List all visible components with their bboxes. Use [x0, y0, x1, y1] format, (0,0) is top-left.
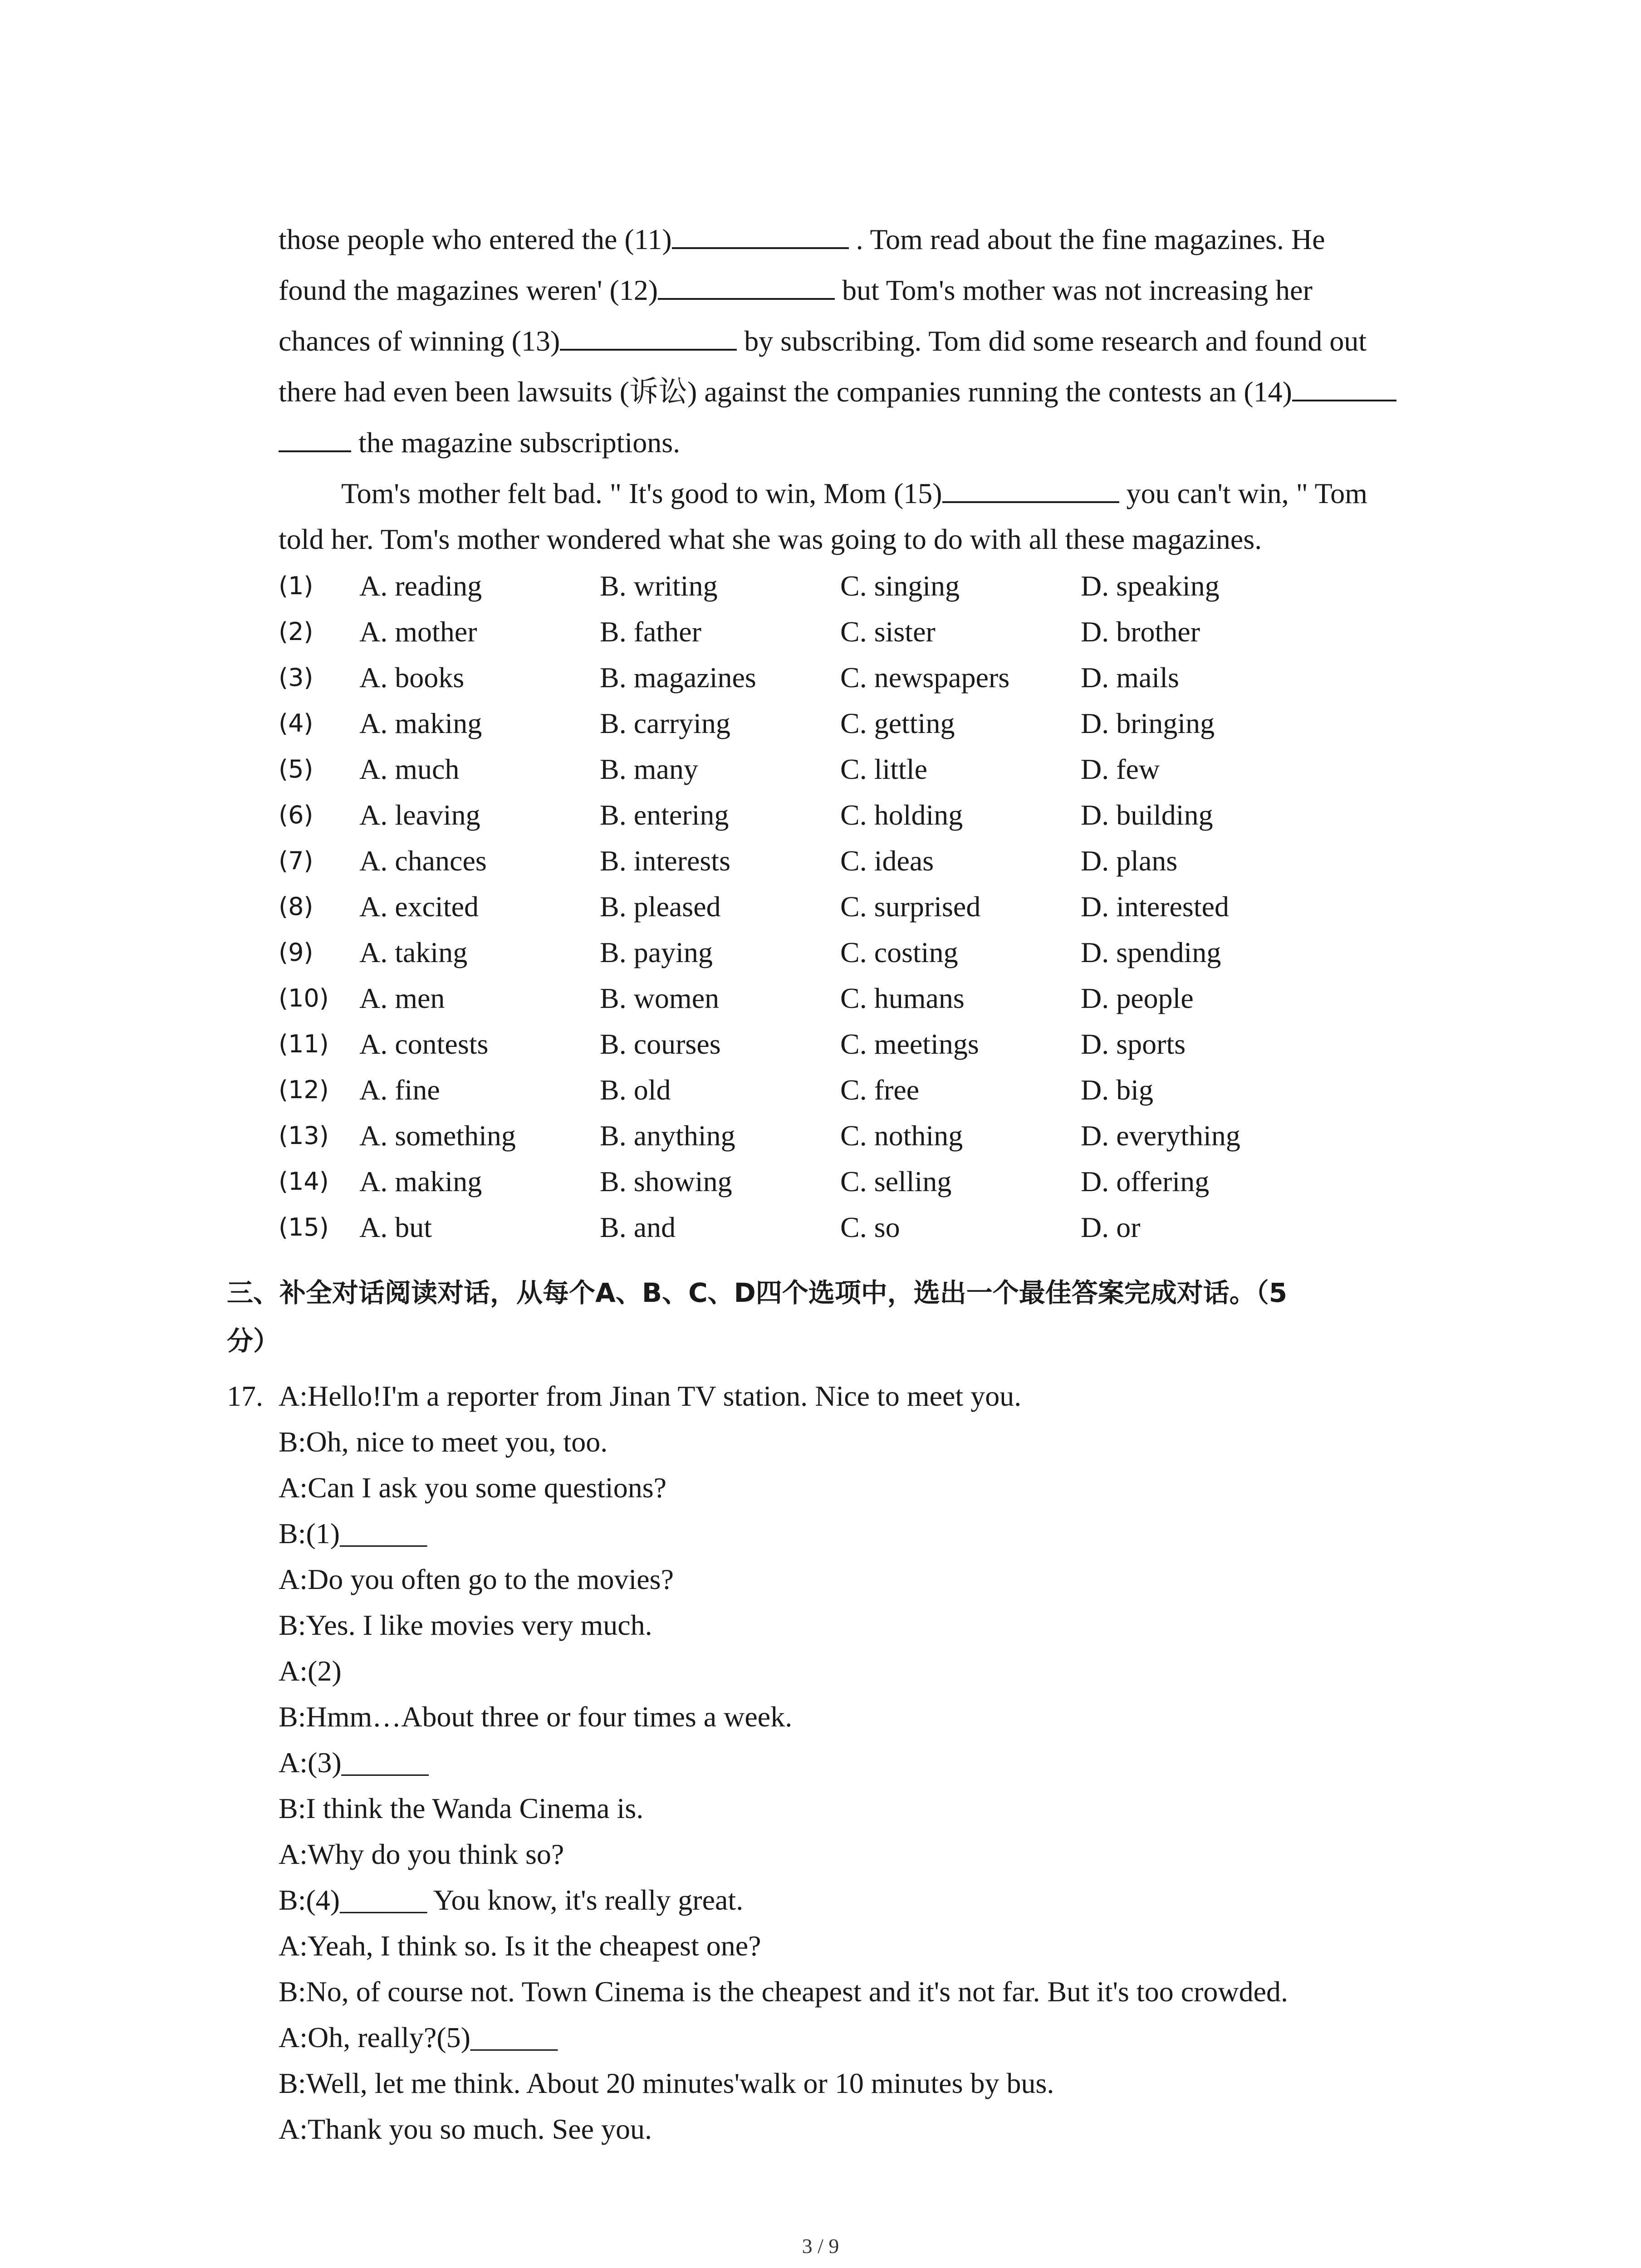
- dialog-line: A:Can I ask you some questions?: [279, 1471, 666, 1504]
- option-d: D. everything: [1081, 1119, 1240, 1152]
- option-b: B. anything: [600, 1119, 735, 1152]
- option-d: D. offering: [1081, 1165, 1210, 1198]
- option-a: A. taking: [359, 936, 468, 968]
- option-d: D. mails: [1081, 661, 1179, 694]
- option-b: B. many: [600, 753, 698, 785]
- section-title-cont: 分）: [227, 1325, 280, 1356]
- option-b: B. carrying: [600, 707, 730, 739]
- passage-line-7: [279, 520, 1262, 558]
- option-c: C. little: [840, 753, 927, 785]
- option-d: D. big: [1081, 1074, 1153, 1106]
- option-a: A. mother: [359, 616, 477, 648]
- option-number: (4): [279, 709, 314, 738]
- dialog-line: B:I think the Wanda Cinema is.: [279, 1792, 644, 1824]
- option-number: (3): [279, 663, 314, 692]
- option-b: B. old: [600, 1074, 671, 1106]
- option-number: (11): [279, 1030, 329, 1058]
- option-d: D. sports: [1081, 1028, 1186, 1060]
- option-c: C. selling: [840, 1165, 952, 1198]
- option-b: B. father: [600, 616, 701, 648]
- passage-text: by subscribing. Tom did some research and found out: [744, 325, 1367, 357]
- option-a: A. but: [359, 1211, 432, 1243]
- option-b: B. entering: [600, 799, 729, 831]
- dialog-line: A:Hello!I'm a reporter from Jinan TV station. Nice to meet you.: [279, 1380, 1022, 1412]
- option-d: D. building: [1081, 799, 1213, 831]
- passage-line-2: [279, 271, 1313, 309]
- option-number: (6): [279, 801, 314, 829]
- passage-line-5: [279, 423, 680, 462]
- option-b: B. paying: [600, 936, 713, 968]
- dialog-line: A:(2): [279, 1655, 342, 1687]
- dialog-line: B:(4)______ You know, it's really great.: [279, 1884, 744, 1916]
- option-c: C. singing: [840, 570, 960, 602]
- answer-blank-12: [658, 271, 835, 300]
- option-number: (14): [279, 1167, 329, 1196]
- dialog-line: B:No, of course not. Town Cinema is the cheapest and it's not far. But it's too crowded.: [279, 1975, 1288, 2008]
- option-b: B. pleased: [600, 890, 721, 923]
- dialog-line: A:Oh, really?(5)______: [279, 2021, 558, 2053]
- option-number: (2): [279, 617, 314, 646]
- option-a: A. making: [359, 1165, 482, 1198]
- option-a: A. books: [359, 661, 465, 694]
- option-number: (15): [279, 1213, 329, 1242]
- passage-line-6: [341, 474, 1367, 513]
- passage-text: those people who entered the (11): [279, 223, 672, 255]
- option-d: D. few: [1081, 753, 1160, 785]
- option-c: C. ideas: [840, 845, 934, 877]
- dialog-line: A:(3)______: [279, 1746, 429, 1779]
- option-d: D. spending: [1081, 936, 1221, 968]
- option-number: (12): [279, 1075, 329, 1104]
- option-a: A. contests: [359, 1028, 489, 1060]
- option-number: (9): [279, 938, 314, 967]
- passage-text: . Tom read about the fine magazines. He: [856, 223, 1325, 255]
- passage-line-4: [279, 372, 1396, 411]
- option-d: D. bringing: [1081, 707, 1215, 739]
- option-b: B. magazines: [600, 661, 756, 694]
- option-number: (1): [279, 572, 314, 600]
- passage-text: Tom's mother felt bad. " It's good to win, Mom (15): [341, 477, 942, 509]
- option-c: C. newspapers: [840, 661, 1010, 694]
- option-b: B. and: [600, 1211, 676, 1243]
- option-a: A. making: [359, 707, 482, 739]
- answer-blank-15: [942, 474, 1119, 503]
- passage-line-1: [279, 220, 1325, 259]
- passage-text: the magazine subscriptions.: [358, 426, 681, 459]
- option-b: B. women: [600, 982, 720, 1014]
- option-number: (13): [279, 1121, 329, 1150]
- section-title: 三、补全对话阅读对话，从每个A、B、C、D四个选项中，选出一个最佳答案完成对话。（5: [227, 1277, 1288, 1308]
- option-a: A. something: [359, 1119, 516, 1152]
- option-b: B. courses: [600, 1028, 721, 1060]
- option-d: D. or: [1081, 1211, 1141, 1243]
- answer-blank-13: [560, 322, 737, 351]
- passage-text: but Tom's mother was not increasing her: [842, 274, 1313, 306]
- option-c: C. humans: [840, 982, 965, 1014]
- dialog-line: B:Well, let me think. About 20 minutes'walk or 10 minutes by bus.: [279, 2067, 1054, 2099]
- option-d: D. people: [1081, 982, 1194, 1014]
- option-c: C. nothing: [840, 1119, 963, 1152]
- option-c: C. costing: [840, 936, 958, 968]
- option-a: A. much: [359, 753, 460, 785]
- dialog-line: B:Yes. I like movies very much.: [279, 1609, 652, 1641]
- option-d: D. interested: [1081, 890, 1229, 923]
- question-number: 17.: [227, 1380, 263, 1412]
- page-number: 3 / 9: [802, 2234, 839, 2258]
- dialog-line: A:Thank you so much. See you.: [279, 2113, 652, 2145]
- option-c: C. free: [840, 1074, 920, 1106]
- option-b: B. interests: [600, 845, 730, 877]
- option-a: A. men: [359, 982, 445, 1014]
- passage-line-3: [279, 322, 1367, 360]
- option-c: C. meetings: [840, 1028, 979, 1060]
- option-a: A. chances: [359, 845, 487, 877]
- dialog-line: B:Hmm…About three or four times a week.: [279, 1701, 793, 1733]
- answer-blank-14: [1292, 372, 1396, 401]
- option-c: C. sister: [840, 616, 936, 648]
- option-c: C. holding: [840, 799, 963, 831]
- option-c: C. getting: [840, 707, 955, 739]
- option-b: B. showing: [600, 1165, 732, 1198]
- option-a: A. leaving: [359, 799, 480, 831]
- option-d: D. plans: [1081, 845, 1178, 877]
- dialog-line: A:Do you often go to the movies?: [279, 1563, 674, 1595]
- option-a: A. excited: [359, 890, 479, 923]
- option-number: (5): [279, 755, 314, 783]
- passage-text: found the magazines weren' (12): [279, 274, 658, 306]
- option-number: (7): [279, 846, 314, 875]
- dialog-line: A:Why do you think so?: [279, 1838, 564, 1870]
- option-number: (8): [279, 892, 314, 921]
- option-c: C. surprised: [840, 890, 981, 923]
- option-number: (10): [279, 984, 329, 1012]
- passage-text: you can't win, " Tom: [1126, 477, 1368, 509]
- option-a: A. fine: [359, 1074, 440, 1106]
- answer-blank-11: [672, 220, 849, 249]
- passage-text: chances of winning (13): [279, 325, 560, 357]
- passage-text: there had even been lawsuits (诉讼) against the companies running the contests an (14): [279, 376, 1292, 408]
- option-c: C. so: [840, 1211, 900, 1243]
- option-b: B. writing: [600, 570, 718, 602]
- passage-text: told her. Tom's mother wondered what she was going to do with all these magazines.: [279, 523, 1262, 555]
- answer-blank-14-cont: [279, 423, 351, 452]
- option-a: A. reading: [359, 570, 482, 602]
- dialog-line: A:Yeah, I think so. Is it the cheapest one?: [279, 1930, 761, 1962]
- option-d: D. speaking: [1081, 570, 1220, 602]
- dialog-line: B:(1)______: [279, 1517, 427, 1549]
- option-d: D. brother: [1081, 616, 1200, 648]
- dialog-line: B:Oh, nice to meet you, too.: [279, 1426, 608, 1458]
